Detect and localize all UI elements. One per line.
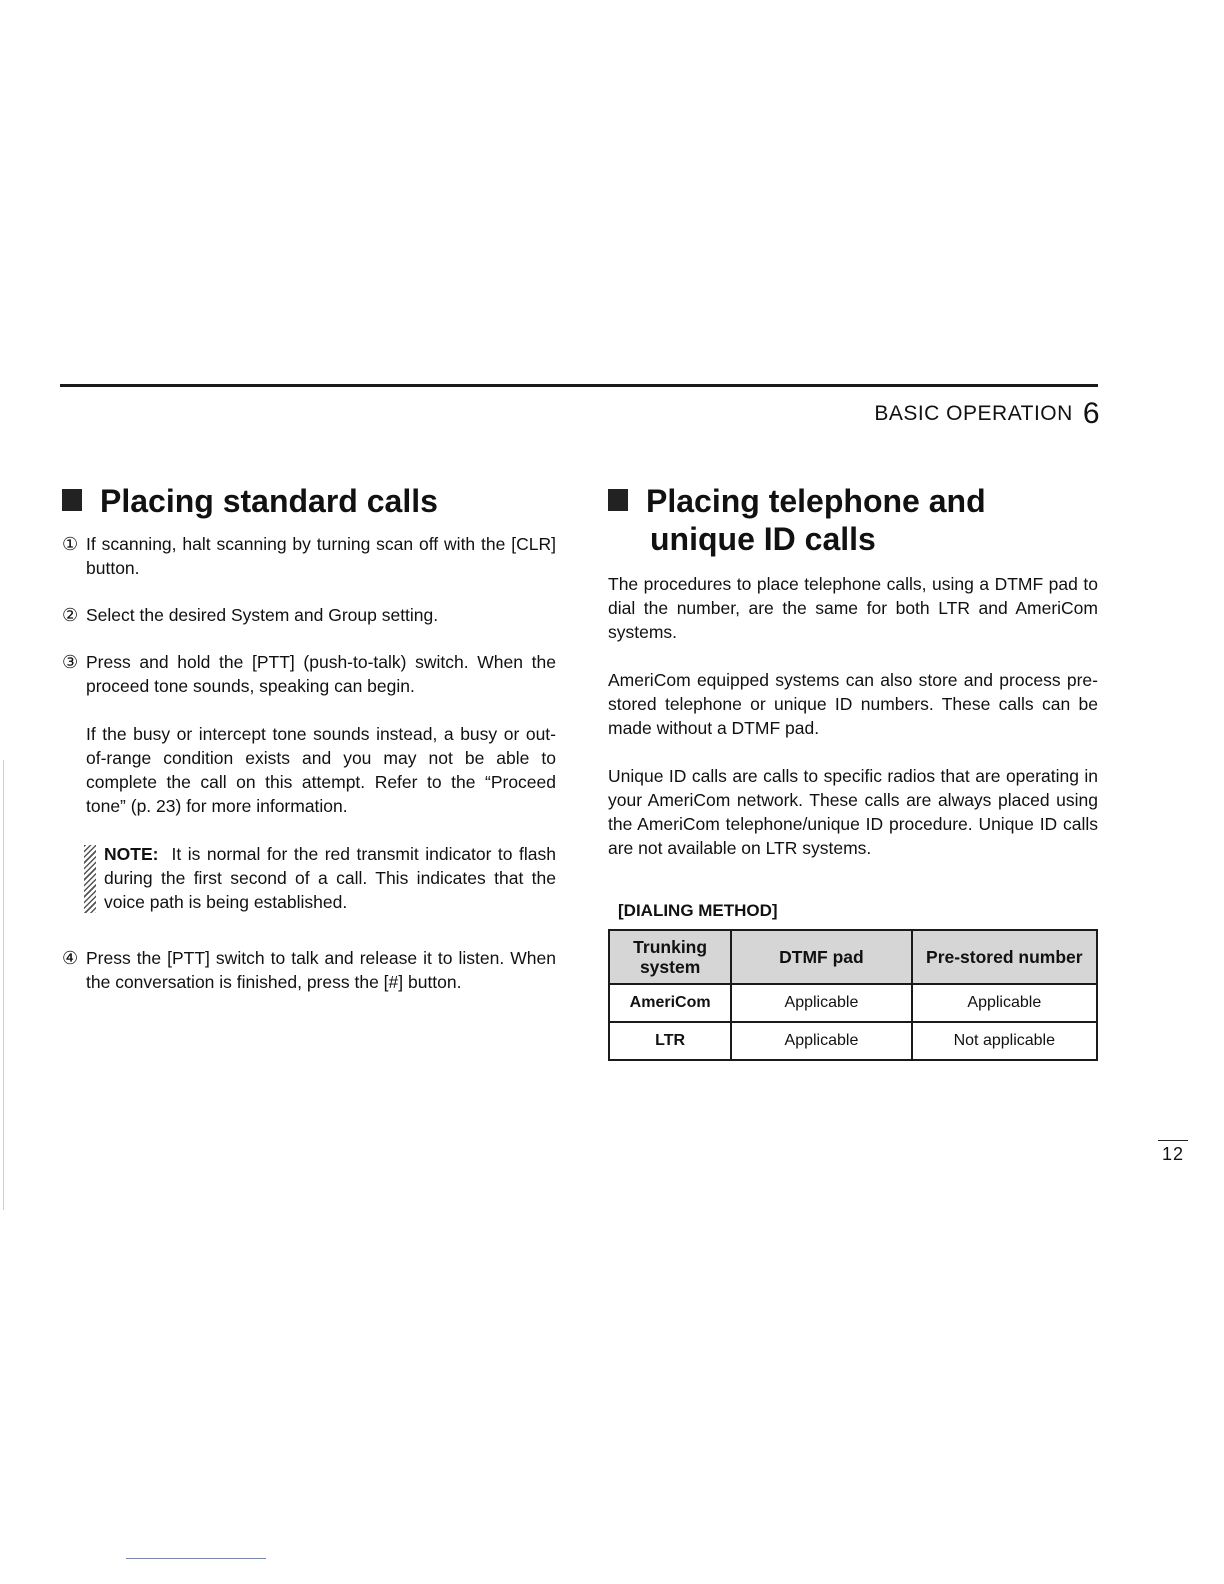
- standard-calls-heading-text: Placing standard calls: [100, 483, 438, 519]
- table-header-cell: Pre-stored number: [912, 930, 1097, 984]
- header-rule: [60, 384, 1098, 387]
- square-bullet-icon: [62, 489, 82, 511]
- table-header-cell: Trunking system: [609, 930, 731, 984]
- table-cell: Applicable: [731, 1022, 911, 1060]
- table-header-row: [609, 930, 1097, 984]
- step-4: [62, 946, 556, 994]
- table-row: [609, 984, 1097, 1022]
- step-2-text: Select the desired System and Group setting.: [86, 605, 439, 625]
- table-cell: AmeriCom: [609, 984, 731, 1022]
- note-box: [62, 842, 556, 914]
- table-header-cell: DTMF pad: [731, 930, 911, 984]
- dialing-method-table: [608, 929, 1098, 1061]
- note-hatch-icon: [84, 845, 96, 913]
- step-3: [62, 650, 556, 698]
- left-column: [62, 482, 556, 994]
- step-2-marker: ②: [62, 605, 79, 625]
- step-3-marker: ③: [62, 652, 79, 672]
- table-cell: Applicable: [912, 984, 1097, 1022]
- chapter-number: 6: [1082, 397, 1100, 430]
- table-cell: LTR: [609, 1022, 731, 1060]
- step-2: [62, 603, 556, 627]
- right-column: [608, 482, 1098, 1061]
- step-1: [62, 532, 556, 580]
- step-3-text: Press and hold the [PTT] (push-to-talk) switch. When the proceed tone sounds, speaking can begin.: [86, 652, 556, 696]
- page-number: 12: [1158, 1140, 1188, 1165]
- table-cell: Applicable: [731, 984, 911, 1022]
- section-title: BASIC OPERATION: [874, 402, 1073, 425]
- step-3-busy-note: If the busy or intercept tone sounds instead, a busy or out-of-range condition exists and you may not be able to complete the call on this attempt. Refer to the “Proceed tone” (p. 23) for more information.: [86, 724, 556, 816]
- step-1-marker: ①: [62, 534, 79, 554]
- step-1-text: If scanning, halt scanning by turning scan off with the [CLR] button.: [86, 534, 556, 578]
- dialing-method-title: [DIALING METHOD]: [618, 901, 778, 920]
- paragraph-prestored: AmeriCom equipped systems can also store and process pre-stored telephone or unique ID numbers. These calls can be made without a DTMF pad.: [608, 670, 1098, 738]
- scan-edge-line: [3, 760, 4, 1210]
- note-text: It is normal for the red transmit indicator to flash during the first second of a call. This indicates that the voice path is being established.: [104, 844, 556, 912]
- paragraph-unique-id: Unique ID calls are calls to specific radios that are operating in your AmeriCom network. These calls are always placed using the AmeriCom telephone/unique ID procedure. Unique ID calls are not available on LTR systems.: [608, 766, 1098, 858]
- square-bullet-icon: [608, 489, 628, 511]
- note-label: NOTE:: [104, 844, 159, 864]
- standard-calls-heading: [62, 482, 556, 520]
- table-cell: Not applicable: [912, 1022, 1097, 1060]
- step-4-marker: ④: [62, 948, 79, 968]
- telephone-heading-line2: unique ID calls: [650, 521, 876, 557]
- paragraph-dtmf: The procedures to place telephone calls, using a DTMF pad to dial the number, are the same for both LTR and AmeriCom systems.: [608, 574, 1098, 642]
- telephone-heading-line1: Placing telephone and: [646, 483, 986, 519]
- section-header: [874, 394, 1100, 428]
- telephone-calls-heading: [608, 482, 1098, 558]
- table-row: [609, 1022, 1097, 1060]
- bottom-mark-line: [126, 1558, 266, 1559]
- step-4-text: Press the [PTT] switch to talk and release it to listen. When the conversation is finished, press the [#] button.: [86, 948, 556, 992]
